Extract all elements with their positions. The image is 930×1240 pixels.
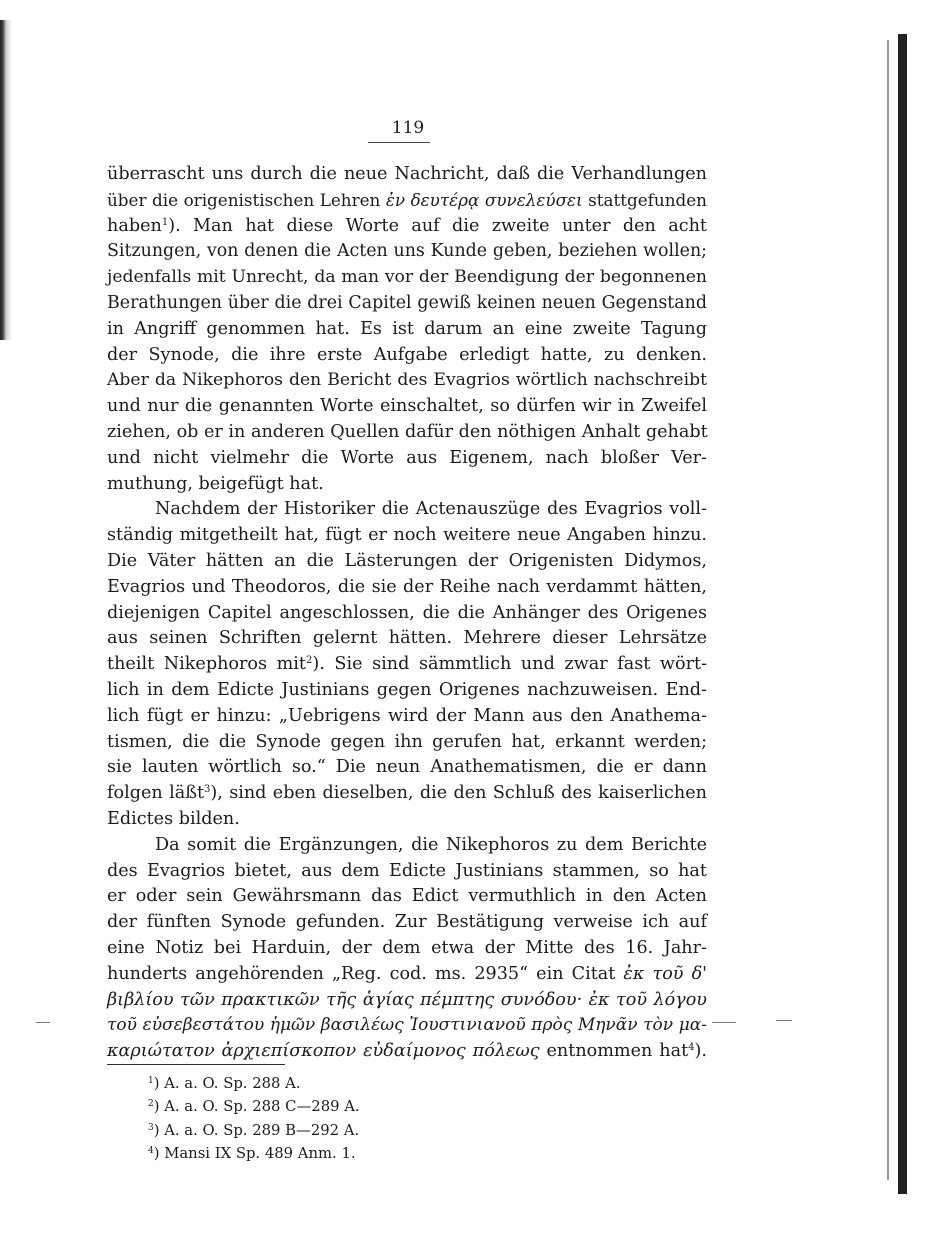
body-line (107, 859, 707, 885)
footnote (148, 1142, 648, 1165)
body-line (107, 523, 707, 549)
footnote-reference: 2 (306, 655, 313, 667)
text-span: haben (107, 215, 162, 236)
body-line (107, 988, 707, 1014)
footnotes (148, 1072, 648, 1166)
body-line (107, 936, 707, 962)
body-line (107, 188, 707, 214)
footnote-reference: 3 (204, 784, 211, 796)
text-span: Nachdem der Historiker die Actenauszüge des Evagrios voll- (155, 499, 707, 520)
body-line (107, 472, 707, 498)
text-span: ). Man hat diese Worte auf die zweite unter den acht (168, 215, 707, 236)
text-span: Edictes bilden. (107, 808, 240, 829)
text-span: ständig mitgetheilt hat, fügt er noch weitere neue Angaben hinzu. (107, 525, 707, 546)
body-line (107, 214, 707, 240)
text-span: Berathungen über die drei Capitel gewiß keinen neuen Gegenstand (107, 292, 707, 313)
body-line (107, 833, 707, 859)
body-line (107, 1039, 707, 1065)
footnote (148, 1119, 648, 1142)
body-line (107, 317, 707, 343)
text-span: aus seinen Schriften gelernt hätten. Mehrere dieser Lehrsätze (107, 628, 707, 649)
text-span: muthung, beigefügt hat. (107, 473, 324, 494)
body-line (107, 446, 707, 472)
footnote-reference: 1 (161, 216, 169, 228)
body-line (107, 626, 707, 652)
greek-text: καριώτατον ἀρχιεπίσκοπον εὐδαίμονος πόλεως (107, 1041, 540, 1062)
body-line (107, 678, 707, 704)
body-line (107, 781, 707, 807)
text-span: lich in dem Edicte Justinians gegen Origenes nachzuweisen. End- (107, 679, 707, 700)
body-line (107, 704, 707, 730)
body-line (107, 291, 707, 317)
text-span: der fünften Synode gefunden. Zur Bestätigung verweise ich auf (107, 912, 707, 933)
text-span: er oder sein Gewährsmann das Edict vermuthlich in den Acten (107, 886, 707, 907)
text-span: diejenigen Capitel angeschlossen, die die Anhänger des Origenes (107, 602, 707, 623)
text-span: ). Sie sind sämmtlich und zwar fast wört- (312, 654, 708, 675)
text-span: tismen, die die Synode gegen ihn gerufen hat, erkannt werden; (107, 731, 707, 752)
text-span: des Evagrios bietet, aus dem Edicte Justinians stammen, so hat (107, 860, 707, 881)
greek-text: βιβλίου τῶν πρακτικῶν τῆς ἁγίας πέμπτης συνόδου· ἐκ τοῦ λόγου (107, 989, 707, 1010)
body-line (107, 755, 707, 781)
text-span: in Angriff genommen hat. Es ist darum an eine zweite Tagung (107, 318, 707, 339)
text-span: entnommen hat (539, 1041, 689, 1062)
footnote-text: ) A. a. O. Sp. 288 A. (153, 1075, 301, 1092)
text-span: stattgefunden (582, 189, 707, 210)
scan-binding-shadow-right (898, 34, 907, 1194)
footnote-mark: 4 (148, 1146, 154, 1157)
scan-mark-far-right (776, 1020, 792, 1021)
text-span: über die origenistischen Lehren (107, 189, 386, 210)
text-span: hunderts angehörenden „Reg. cod. ms. 2935“ ein Citat (107, 963, 624, 984)
footnote-mark: 3 (148, 1122, 154, 1133)
body-line (107, 884, 707, 910)
text-span: ). (694, 1041, 707, 1062)
scan-mark-left (36, 1022, 50, 1023)
text-span: überrascht uns durch die neue Nachricht, daß die Verhandlungen (107, 164, 707, 184)
body-line (107, 962, 707, 988)
text-span: ziehen, ob er in anderen Quellen dafür den nöthigen Anhalt gehabt (107, 421, 708, 442)
scan-binding-line-right (887, 40, 889, 1180)
body-line (107, 394, 707, 420)
text-span: eine Notiz bei Harduin, der dem etwa der Mitte des 16. Jahr- (107, 937, 707, 958)
text-span: Evagrios und Theodoros, die sie der Reihe nach verdammt hätten, (107, 576, 707, 597)
body-line (107, 239, 707, 265)
body-line (107, 652, 707, 678)
greek-text: ἐν δευτέρᾳ συνελεύσει (385, 189, 583, 210)
footnote (148, 1095, 648, 1118)
footnote-mark: 2 (148, 1099, 154, 1110)
footnote-mark: 1 (148, 1076, 154, 1086)
body-line (107, 601, 707, 627)
footnote (148, 1072, 648, 1095)
text-span: Aber da Nikephoros den Bericht des Evagrios wörtlich nachschreibt (107, 370, 707, 391)
text-span: sie lauten wörtlich so.“ Die neun Anathematismen, die er dann (107, 757, 707, 778)
text-span: ), sind eben dieselben, die den Schluß des kaiserlichen (210, 783, 707, 804)
body-line (107, 1013, 707, 1039)
body-line (107, 910, 707, 936)
text-span: der Synode, die ihre erste Aufgabe erledigt hatte, zu denken. (107, 344, 707, 365)
footnote-reference: 4 (688, 1042, 695, 1054)
body-line (107, 730, 707, 756)
footnote-text: ) A. a. O. Sp. 288 C—289 A. (153, 1098, 360, 1116)
text-span: Da somit die Ergänzungen, die Nikephoros zu dem Berichte (155, 834, 707, 855)
page-number-rule (368, 142, 430, 143)
text-span: Sitzungen, von denen die Acten uns Kunde geben, beziehen wollen; (107, 241, 707, 262)
text-span: jedenfalls mit Unrecht, da man vor der Beendigung der begonnenen (107, 267, 707, 288)
text-span: folgen läßt (107, 783, 205, 804)
body-line (107, 162, 707, 188)
greek-text: ἐκ τοῦ δ' (623, 963, 707, 984)
body-line (107, 575, 707, 601)
text-span: und nicht vielmehr die Worte aus Eigenem, nach bloßer Ver- (107, 447, 707, 468)
text-span: und nur die genannten Worte einschaltet, so dürfen wir in Zweifel (107, 396, 707, 417)
page-number: 119 (391, 118, 425, 138)
scan-mark-right (712, 1022, 736, 1023)
body-line (107, 265, 707, 291)
scan-binding-shadow-left (0, 20, 12, 340)
greek-text: τοῦ εὐσεβεστάτου ἡμῶν βασιλέως Ἰουστινιανοῦ πρὸς Μηνᾶν τὸν μα- (107, 1015, 707, 1036)
body-line (107, 420, 707, 446)
body-line (107, 368, 707, 394)
text-span: theilt Nikephoros mit (107, 654, 307, 675)
text-span: lich fügt er hinzu: „Uebrigens wird der Mann aus den Anathema- (107, 705, 707, 726)
body-line (107, 807, 707, 833)
footnote-text: ) A. a. O. Sp. 289 B—292 A. (153, 1121, 360, 1139)
body-text (107, 162, 707, 1065)
footnote-rule (107, 1064, 285, 1065)
text-span: Die Väter hätten an die Lästerungen der Origenisten Didymos, (107, 550, 707, 571)
body-line (107, 343, 707, 369)
body-line (107, 497, 707, 523)
body-line (107, 549, 707, 575)
footnote-text: ) Mansi IX Sp. 489 Anm. 1. (153, 1145, 356, 1163)
